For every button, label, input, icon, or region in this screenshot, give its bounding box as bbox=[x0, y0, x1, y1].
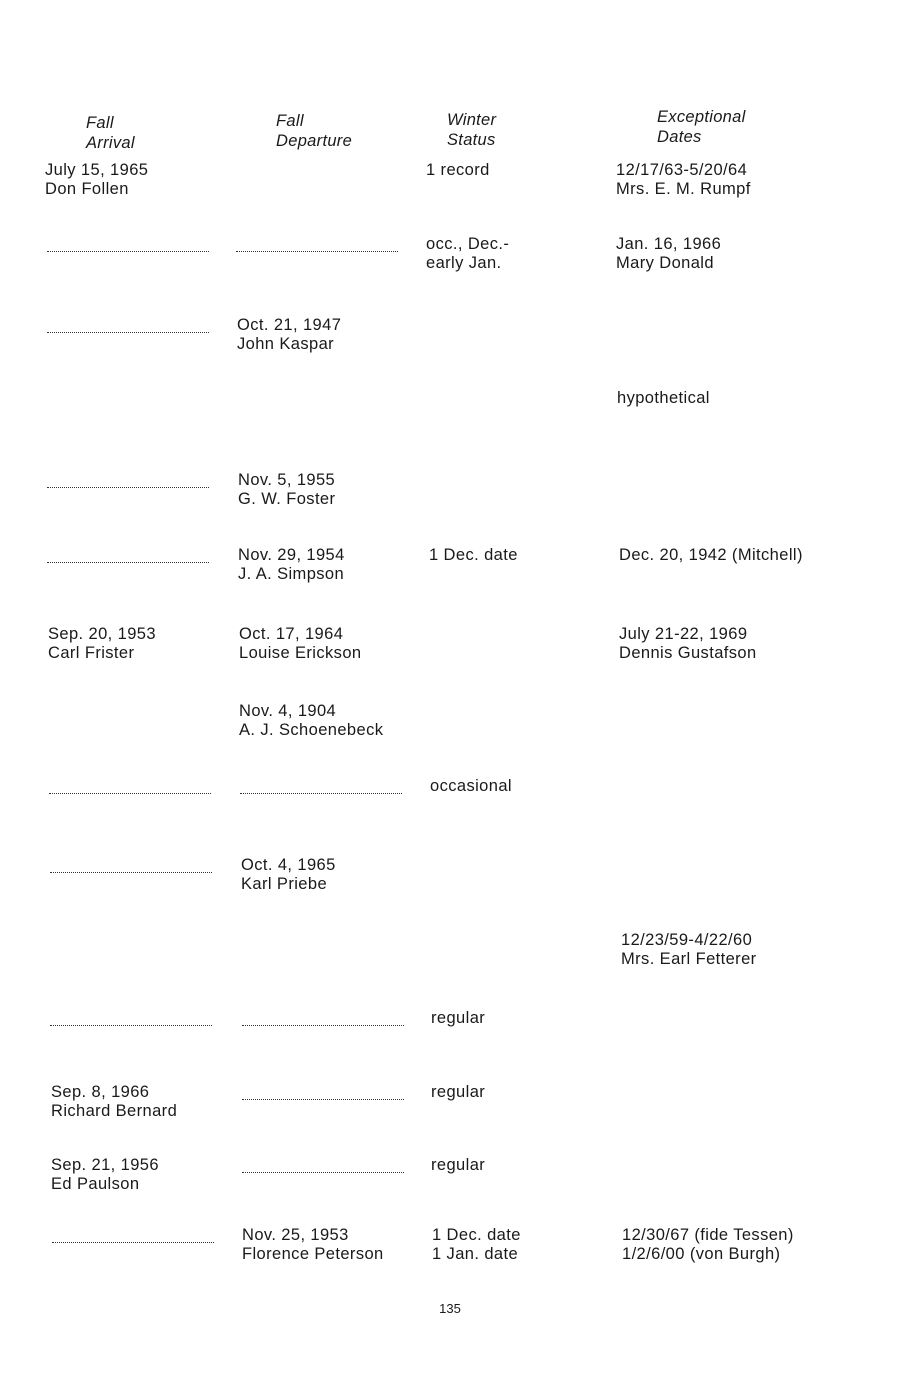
header-winter-status: Winter Status bbox=[447, 111, 497, 149]
cell-line: Nov. 29, 1954 bbox=[238, 546, 345, 564]
cell-line: A. J. Schoenebeck bbox=[239, 721, 384, 739]
dotted-leader-arrival bbox=[49, 793, 211, 794]
cell-line: 1 Jan. date bbox=[432, 1245, 519, 1263]
dotted-leader-arrival bbox=[50, 872, 212, 873]
cell-line: 1 record bbox=[426, 161, 490, 179]
cell-exceptional bbox=[622, 1226, 794, 1264]
header-fall-departure: Fall Departure bbox=[276, 112, 353, 150]
cell-line: Richard Bernard bbox=[51, 1102, 178, 1120]
cell-line: Louise Erickson bbox=[239, 644, 362, 662]
cell-line: early Jan. bbox=[426, 254, 502, 272]
cell-line: Oct. 17, 1964 bbox=[239, 625, 344, 643]
cell-arrival bbox=[51, 1156, 159, 1194]
dotted-leader-arrival bbox=[50, 1025, 212, 1026]
cell-exceptional bbox=[619, 625, 757, 663]
cell-winter bbox=[426, 161, 490, 180]
cell-exceptional bbox=[616, 161, 751, 199]
cell-departure bbox=[237, 316, 341, 354]
cell-winter bbox=[430, 777, 512, 796]
cell-line: occasional bbox=[430, 777, 512, 795]
cell-departure bbox=[239, 625, 361, 663]
page-number: 135 bbox=[439, 1301, 461, 1316]
dotted-leader-departure bbox=[240, 793, 402, 794]
dotted-leader-arrival bbox=[52, 1242, 214, 1243]
cell-line: July 21-22, 1969 bbox=[619, 625, 748, 643]
cell-line: hypothetical bbox=[617, 389, 710, 407]
dotted-leader-arrival bbox=[47, 562, 209, 563]
cell-line: 12/17/63-5/20/64 bbox=[616, 161, 748, 179]
dotted-leader-arrival bbox=[47, 332, 209, 333]
cell-winter bbox=[431, 1009, 485, 1028]
cell-line: regular bbox=[431, 1156, 486, 1174]
cell-line: Sep. 20, 1953 bbox=[48, 625, 156, 643]
cell-line: Nov. 5, 1955 bbox=[238, 471, 336, 489]
cell-departure bbox=[238, 546, 345, 584]
cell-arrival bbox=[51, 1083, 177, 1121]
cell-line: Dennis Gustafson bbox=[619, 644, 757, 662]
cell-arrival bbox=[48, 625, 156, 663]
cell-line: regular bbox=[431, 1083, 486, 1101]
cell-exceptional bbox=[617, 389, 710, 408]
cell-winter bbox=[431, 1156, 485, 1175]
cell-line: Don Follen bbox=[45, 180, 129, 198]
cell-line: 1 Dec. date bbox=[432, 1226, 521, 1244]
dotted-leader-departure bbox=[242, 1172, 404, 1173]
cell-departure bbox=[239, 702, 383, 740]
cell-line: Florence Peterson bbox=[242, 1245, 384, 1263]
cell-line: 1 Dec. date bbox=[429, 546, 518, 564]
cell-line: Oct. 4, 1965 bbox=[241, 856, 336, 874]
cell-line: Sep. 21, 1956 bbox=[51, 1156, 159, 1174]
cell-line: Sep. 8, 1966 bbox=[51, 1083, 150, 1101]
cell-line: Nov. 4, 1904 bbox=[239, 702, 337, 720]
dotted-leader-arrival bbox=[47, 251, 209, 252]
cell-departure bbox=[241, 856, 336, 894]
cell-winter bbox=[432, 1226, 521, 1264]
cell-exceptional bbox=[621, 931, 757, 969]
cell-line: Karl Priebe bbox=[241, 875, 328, 893]
cell-line: Mary Donald bbox=[616, 254, 714, 272]
cell-departure bbox=[238, 471, 335, 509]
cell-line: Nov. 25, 1953 bbox=[242, 1226, 349, 1244]
cell-line: July 15, 1965 bbox=[45, 161, 149, 179]
cell-departure bbox=[242, 1226, 384, 1264]
cell-exceptional bbox=[619, 546, 803, 565]
cell-winter bbox=[426, 235, 509, 273]
header-fall-arrival: Fall Arrival bbox=[86, 114, 135, 152]
dotted-leader-departure bbox=[242, 1025, 404, 1026]
cell-line: regular bbox=[431, 1009, 486, 1027]
cell-winter bbox=[431, 1083, 485, 1102]
cell-winter bbox=[429, 546, 518, 565]
cell-line: occ., Dec.- bbox=[426, 235, 510, 253]
dotted-leader-departure bbox=[242, 1099, 404, 1100]
cell-line: Carl Frister bbox=[48, 644, 135, 662]
cell-line: Mrs. Earl Fetterer bbox=[621, 950, 757, 968]
cell-exceptional bbox=[616, 235, 721, 273]
cell-line: J. A. Simpson bbox=[238, 565, 345, 583]
dotted-leader-departure bbox=[236, 251, 398, 252]
cell-line: Oct. 21, 1947 bbox=[237, 316, 342, 334]
cell-line: Mrs. E. M. Rumpf bbox=[616, 180, 751, 198]
cell-line: 12/30/67 (fide Tessen) bbox=[622, 1226, 794, 1244]
cell-line: Jan. 16, 1966 bbox=[616, 235, 722, 253]
cell-arrival bbox=[45, 161, 148, 199]
cell-line: 12/23/59-4/22/60 bbox=[621, 931, 753, 949]
cell-line: G. W. Foster bbox=[238, 490, 336, 508]
dotted-leader-arrival bbox=[47, 487, 209, 488]
cell-line: John Kaspar bbox=[237, 335, 335, 353]
cell-line: 1/2/6/00 (von Burgh) bbox=[622, 1245, 781, 1263]
cell-line: Dec. 20, 1942 (Mitchell) bbox=[619, 546, 803, 564]
header-exceptional-dates: Exceptional Dates bbox=[657, 108, 746, 146]
cell-line: Ed Paulson bbox=[51, 1175, 140, 1193]
